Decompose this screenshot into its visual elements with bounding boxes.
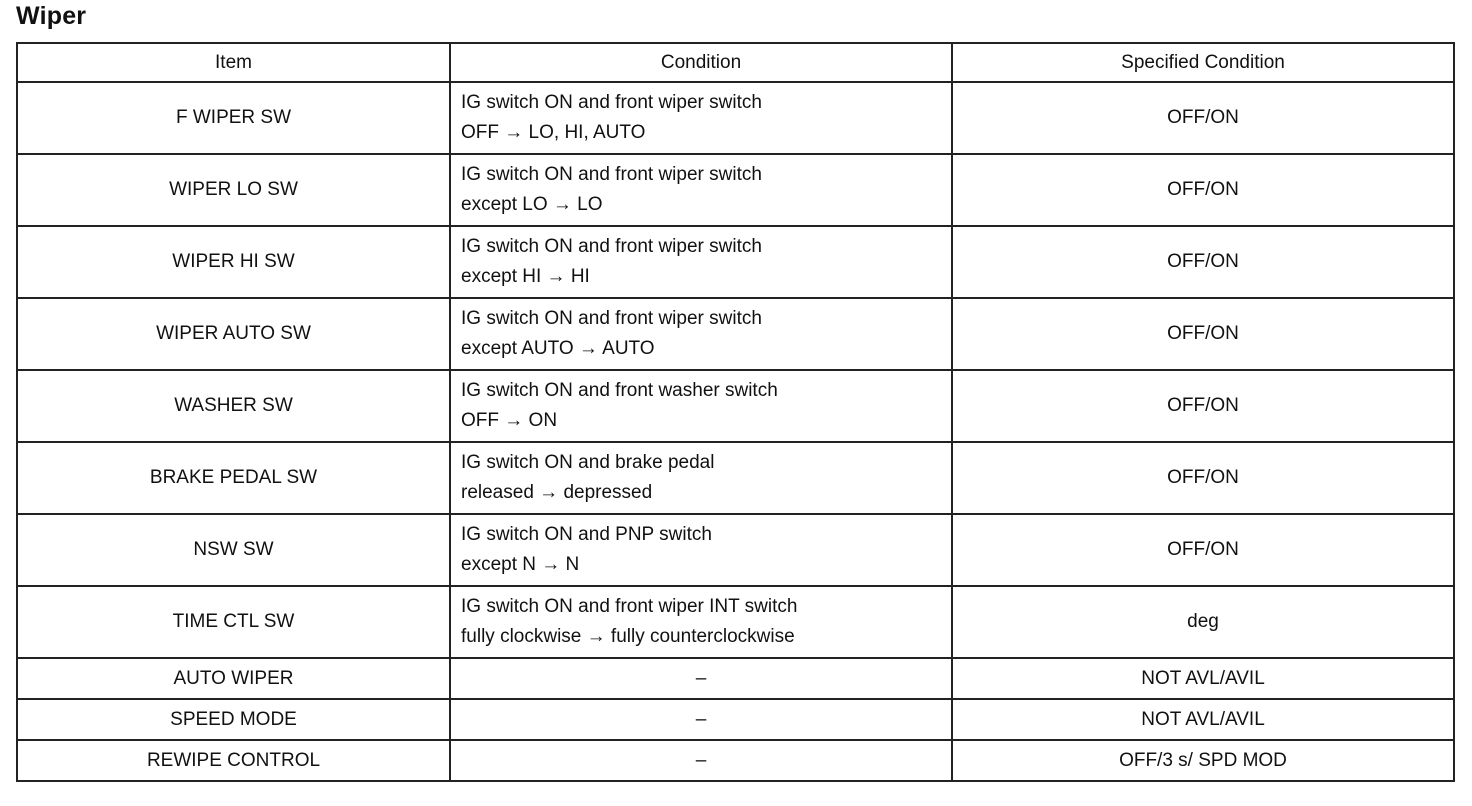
condition-line: IG switch ON and front wiper switch xyxy=(461,92,762,113)
condition-cell xyxy=(450,658,952,699)
wiper-spec-table xyxy=(16,42,1455,782)
table-row xyxy=(17,442,1454,514)
condition-line: OFF → ON xyxy=(461,410,558,431)
specified-condition-cell: NOT AVL/AVIL xyxy=(952,658,1454,699)
item-cell: BRAKE PEDAL SW xyxy=(17,442,450,514)
table-row xyxy=(17,699,1454,740)
item-cell: WIPER LO SW xyxy=(17,154,450,226)
item-cell: AUTO WIPER xyxy=(17,658,450,699)
condition-line: – xyxy=(695,708,707,730)
item-cell: NSW SW xyxy=(17,514,450,586)
item-cell: TIME CTL SW xyxy=(17,586,450,658)
condition-cell xyxy=(450,154,952,226)
table-row xyxy=(17,370,1454,442)
specified-condition-cell: OFF/ON xyxy=(952,514,1454,586)
condition-cell xyxy=(450,226,952,298)
column-header-condition: Condition xyxy=(450,43,952,82)
condition-line: except N → N xyxy=(461,554,580,575)
item-cell: F WIPER SW xyxy=(17,82,450,154)
specified-condition-cell: NOT AVL/AVIL xyxy=(952,699,1454,740)
condition-line: IG switch ON and front washer switch xyxy=(461,380,778,401)
specified-condition-cell: deg xyxy=(952,586,1454,658)
specified-condition-cell: OFF/ON xyxy=(952,154,1454,226)
condition-line: – xyxy=(695,749,707,771)
table-row xyxy=(17,740,1454,781)
specified-condition-cell: OFF/ON xyxy=(952,226,1454,298)
condition-line: fully clockwise → fully counterclockwise xyxy=(461,626,795,647)
page-title: Wiper xyxy=(16,2,87,30)
table-row xyxy=(17,586,1454,658)
condition-line: IG switch ON and front wiper switch xyxy=(461,236,762,257)
condition-cell xyxy=(450,586,952,658)
specified-condition-cell: OFF/ON xyxy=(952,442,1454,514)
specified-condition-cell: OFF/ON xyxy=(952,370,1454,442)
table-row xyxy=(17,658,1454,699)
condition-line: IG switch ON and front wiper INT switch xyxy=(461,596,798,617)
item-cell: WIPER AUTO SW xyxy=(17,298,450,370)
condition-cell xyxy=(450,370,952,442)
table-row xyxy=(17,154,1454,226)
condition-line: IG switch ON and PNP switch xyxy=(461,524,712,545)
condition-cell xyxy=(450,514,952,586)
condition-line: released → depressed xyxy=(461,482,653,503)
table-header-row xyxy=(17,43,1454,82)
condition-line: IG switch ON and front wiper switch xyxy=(461,164,762,185)
condition-line: – xyxy=(695,667,707,689)
specified-condition-cell: OFF/3 s/ SPD MOD xyxy=(952,740,1454,781)
specified-condition-cell: OFF/ON xyxy=(952,82,1454,154)
item-cell: SPEED MODE xyxy=(17,699,450,740)
condition-cell xyxy=(450,740,952,781)
condition-line: except HI → HI xyxy=(461,266,590,287)
condition-line: IG switch ON and brake pedal xyxy=(461,452,715,473)
item-cell: REWIPE CONTROL xyxy=(17,740,450,781)
column-header-specified-condition: Specified Condition xyxy=(952,43,1454,82)
table-row xyxy=(17,514,1454,586)
condition-line: IG switch ON and front wiper switch xyxy=(461,308,762,329)
table-row xyxy=(17,298,1454,370)
condition-line: OFF → LO, HI, AUTO xyxy=(461,122,646,143)
specified-condition-cell: OFF/ON xyxy=(952,298,1454,370)
condition-cell xyxy=(450,699,952,740)
item-cell: WIPER HI SW xyxy=(17,226,450,298)
table-row xyxy=(17,226,1454,298)
condition-cell xyxy=(450,82,952,154)
column-header-item: Item xyxy=(17,43,450,82)
condition-cell xyxy=(450,298,952,370)
condition-line: except AUTO → AUTO xyxy=(461,338,655,359)
condition-cell xyxy=(450,442,952,514)
table-row xyxy=(17,82,1454,154)
item-cell: WASHER SW xyxy=(17,370,450,442)
condition-line: except LO → LO xyxy=(461,194,603,215)
